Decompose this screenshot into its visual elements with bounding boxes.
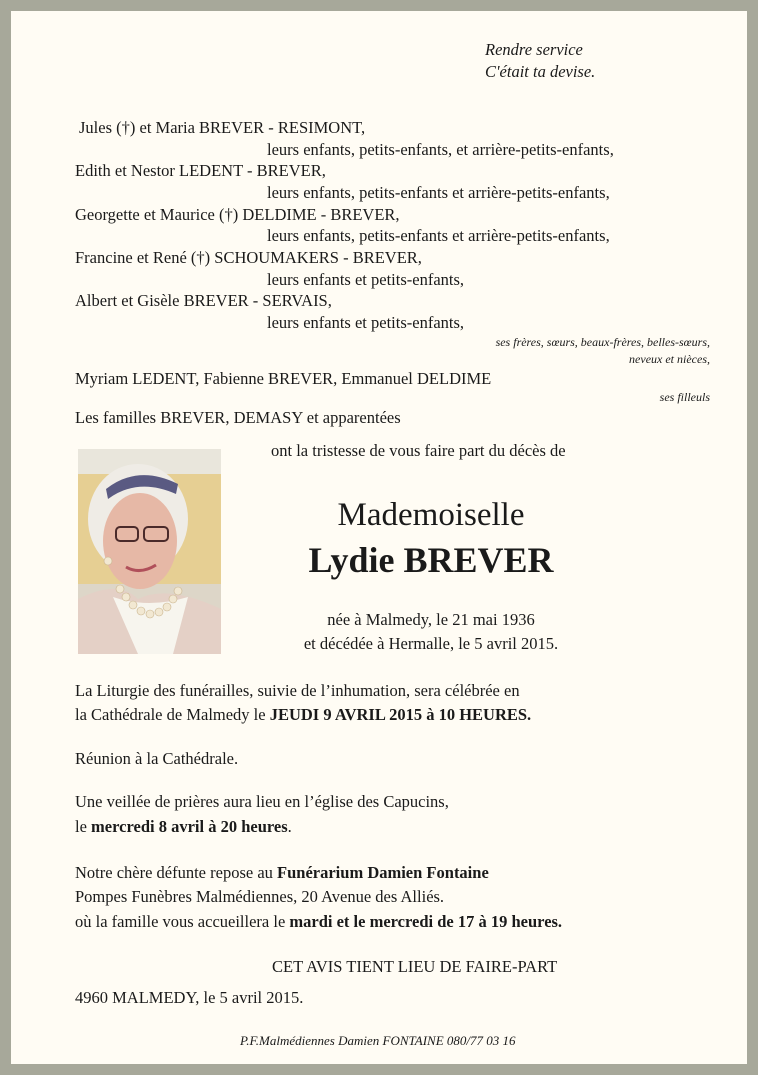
birth-info: née à Malmedy, le 21 mai 1936 xyxy=(327,610,535,629)
visiting-hours: mardi et le mercredi de 17 à 19 heures. xyxy=(289,912,563,931)
family-name: Edith et Nestor LEDENT - BREVER, xyxy=(75,161,326,180)
funeral-line-1: La Liturgie des funérailles, suivie de l’inhumation, sera célébrée en xyxy=(75,681,520,700)
announcement: ont la tristesse de vous faire part du décès de xyxy=(271,441,566,460)
rest-line-3 xyxy=(75,912,562,932)
deceased-name: Lydie BREVER xyxy=(308,540,554,580)
rest-prefix: Notre chère défunte repose au xyxy=(75,863,278,882)
vigil-line-1: Une veillée de prières aura lieu en l’église des Capucins, xyxy=(75,792,449,811)
footer-funeral-home: P.F.Malmédiennes Damien FONTAINE 080/77 03 16 xyxy=(240,1033,516,1048)
vigil-suffix: . xyxy=(287,817,292,836)
family-descendants: leurs enfants et petits-enfants, xyxy=(267,270,465,289)
godchildren-note: ses filleuls xyxy=(659,390,710,404)
funeral-datetime: JEUDI 9 AVRIL 2015 à 10 HEURES. xyxy=(269,705,532,724)
family-name: Jules (†) et Maria BREVER - RESIMONT, xyxy=(79,118,366,137)
visiting-prefix: où la famille vous accueillera le xyxy=(75,912,290,931)
family-descendants: leurs enfants, petits-enfants et arrière-petits-enfants, xyxy=(267,226,610,245)
portrait-photo xyxy=(78,449,221,654)
portrait-image xyxy=(78,449,221,654)
siblings-note-line-1: ses frères, sœurs, beaux-frères, belles-sœurs, xyxy=(495,335,710,349)
motto-line-2: C'était ta devise. xyxy=(485,62,596,81)
siblings-note-line-2: neveux et nièces, xyxy=(629,352,710,366)
funeral-line-2 xyxy=(75,705,531,725)
godchildren: Myriam LEDENT, Fabienne BREVER, Emmanuel DELDIME xyxy=(75,369,492,388)
family-name: Francine et René (†) SCHOUMAKERS - BREVER, xyxy=(75,248,422,267)
notice: CET AVIS TIENT LIEU DE FAIRE-PART xyxy=(272,957,558,976)
vigil-prefix: le xyxy=(75,817,92,836)
vigil-line-2 xyxy=(75,817,292,837)
motto-line-1: Rendre service xyxy=(485,40,583,59)
place-date: 4960 MALMEDY, le 5 avril 2015. xyxy=(75,988,304,1007)
family-descendants: leurs enfants, petits-enfants et arrière-petits-enfants, xyxy=(267,183,610,202)
extended-families: Les familles BREVER, DEMASY et apparentées xyxy=(75,408,401,427)
rest-line-2: Pompes Funèbres Malmédiennes, 20 Avenue des Alliés. xyxy=(75,887,445,906)
deceased-title: Mademoiselle xyxy=(337,497,525,533)
family-name: Albert et Gisèle BREVER - SERVAIS, xyxy=(75,291,332,310)
reunion: Réunion à la Cathédrale. xyxy=(75,749,239,768)
funeral-line-2-prefix: la Cathédrale de Malmedy le xyxy=(75,705,270,724)
vigil-datetime: mercredi 8 avril à 20 heures xyxy=(91,817,288,836)
death-info: et décédée à Hermalle, le 5 avril 2015. xyxy=(303,634,559,653)
family-descendants: leurs enfants, petits-enfants, et arrière-petits-enfants, xyxy=(267,140,614,159)
obituary-page xyxy=(11,11,747,1064)
rest-line-1 xyxy=(75,863,489,883)
family-descendants: leurs enfants et petits-enfants, xyxy=(267,313,465,332)
funerarium-name: Funérarium Damien Fontaine xyxy=(277,863,489,882)
family-name: Georgette et Maurice (†) DELDIME - BREVER, xyxy=(75,205,400,224)
